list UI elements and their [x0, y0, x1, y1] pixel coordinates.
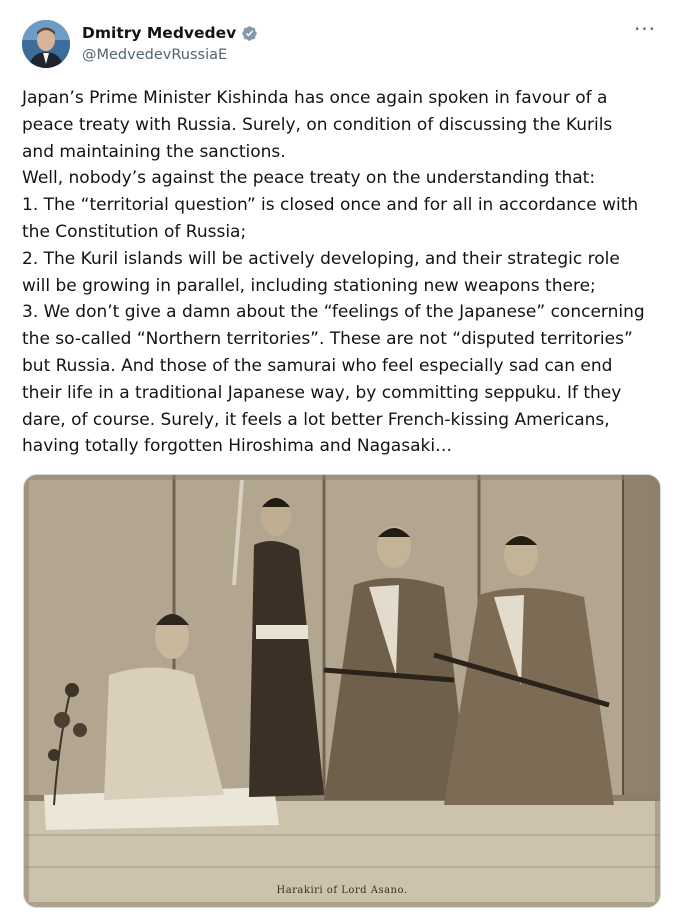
tweet-text-line: the so-called “Northern territories”. These are not “disputed territories” — [22, 329, 633, 350]
tweet-text-line: peace treaty with Russia. Surely, on condition of discussing the Kurils — [22, 114, 613, 135]
ellipsis-icon[interactable]: ··· — [633, 17, 657, 41]
tweet-text-line: 1. The “territorial question” is closed once and for all in accordance with — [22, 195, 639, 216]
photo-caption: Harakiri of Lord Asano. — [276, 885, 408, 896]
tweet-text-line: having totally forgotten Hiroshima and Nagasaki… — [22, 436, 453, 457]
tweet-photo[interactable] — [23, 474, 661, 908]
tweet-text-line: their life in a traditional Japanese way, by committing seppuku. If they — [22, 382, 622, 403]
tweet-text-line: the Constitution of Russia; — [22, 221, 247, 242]
avatar-photo-icon — [22, 20, 70, 68]
avatar[interactable] — [22, 20, 70, 68]
tweet-header — [22, 17, 662, 70]
tweet-text-line: but Russia. And those of the samurai who feel especially sad can end — [22, 355, 613, 376]
display-name-row[interactable] — [82, 23, 258, 43]
tweet-text-line: will be growing in parallel, including stationing new weapons there; — [22, 275, 596, 296]
tweet-text — [22, 85, 662, 460]
tweet-text-line: dare, of course. Surely, it feels a lot better French-kissing Americans, — [22, 409, 610, 430]
author-handle[interactable]: @MedvedevRussiaE — [82, 47, 228, 63]
tweet-text-line: Japan’s Prime Minister Kishinda has once again spoken in favour of a — [22, 88, 608, 108]
tweet-text-line: 3. We don’t give a damn about the “feelings of the Japanese” concerning — [22, 302, 645, 323]
author-names — [82, 23, 258, 65]
tweet-text-line: Well, nobody’s against the peace treaty on the understanding that: — [22, 168, 596, 189]
display-name[interactable]: Dmitry Medvedev — [82, 24, 237, 42]
verified-badge-icon — [241, 25, 258, 42]
tweet-text-line: and maintaining the sanctions. — [22, 141, 286, 162]
tweet-text-line: 2. The Kuril islands will be actively developing, and their strategic role — [22, 248, 620, 269]
sepia-photo-illustration — [24, 475, 660, 907]
